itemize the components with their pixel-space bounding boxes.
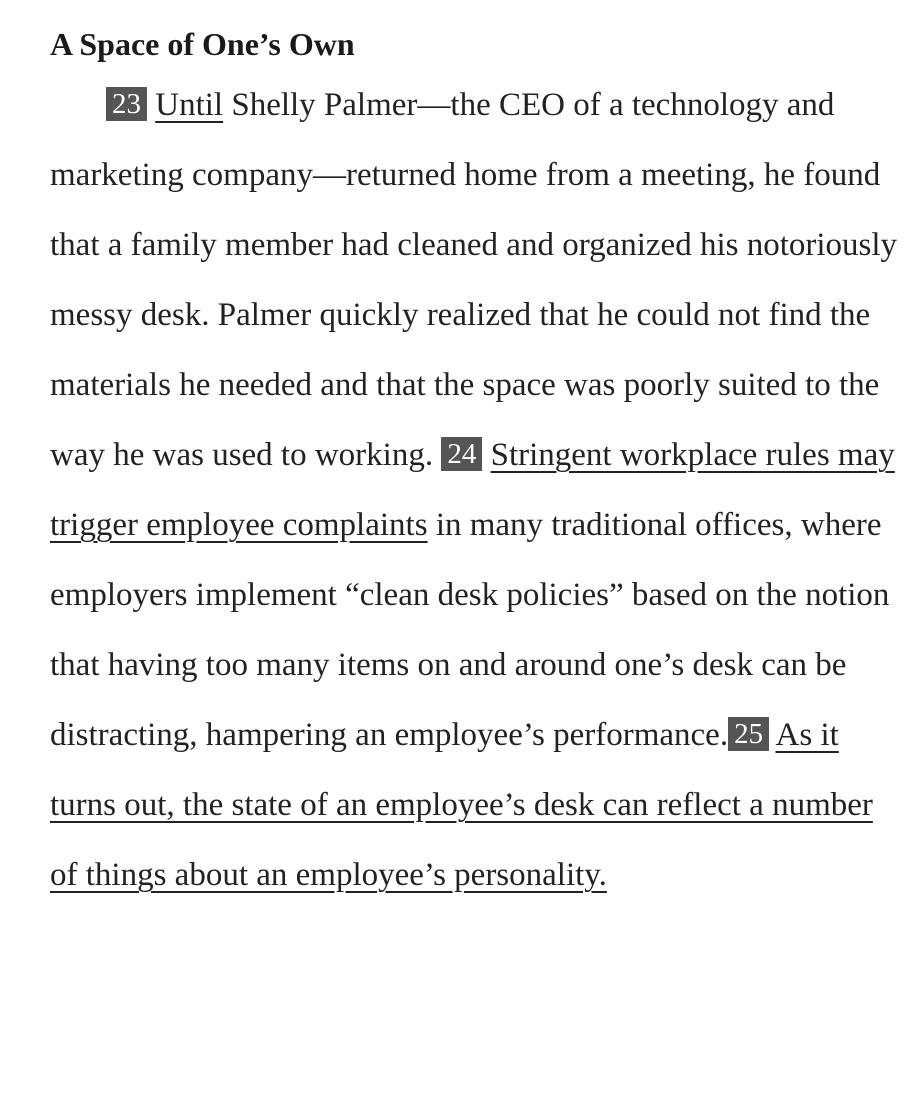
passage-text-2: in many traditional offices, where employers implement “clean desk policies” based on the notion that having too many items on and around one’s desk can be distracting, hampering an employee’s performance. — [50, 507, 890, 753]
underlined-portion-23[interactable]: Until — [155, 87, 224, 123]
passage-paragraph — [50, 70, 900, 910]
passage-text-1: Shelly Palmer—the CEO of a technology and marketing company—returned home from a meeting, he found that a family member had cleaned and organized his notoriously messy desk. Palmer quickly realized that he could not find the materials he needed and that the space was poorly suited to the way he was used to working. — [50, 87, 898, 473]
passage-page — [50, 20, 900, 910]
underlined-portion-25[interactable]: As it turns out, the state of an employee’s desk can reflect a number of things about an employee’s personality. — [50, 717, 873, 893]
question-number-23[interactable]: 23 — [106, 87, 147, 121]
underlined-portion-24[interactable]: Stringent workplace rules may trigger employee complaints — [50, 437, 895, 543]
question-number-24[interactable]: 24 — [441, 437, 482, 471]
question-number-25[interactable]: 25 — [728, 717, 769, 751]
passage-title: A Space of One’s Own — [50, 26, 355, 62]
